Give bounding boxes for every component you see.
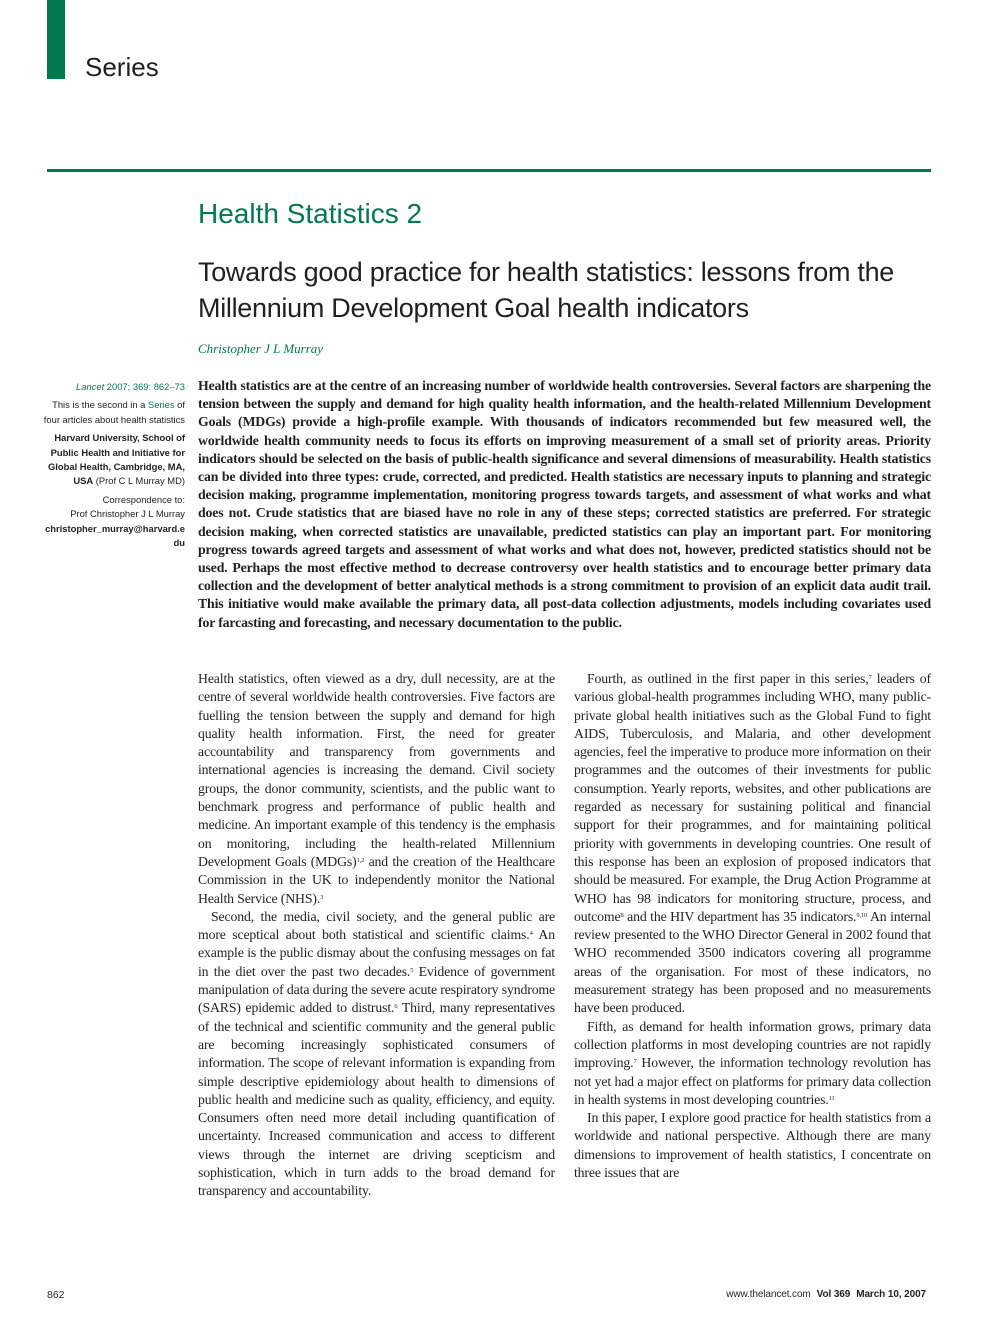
text-run: Health statistics, often viewed as a dry, dull necessity, are at the centre of several worldwide health controversies. Five factors are fuelling the tension between the supply and demand for high quality health information. First, the need for greater accountability and transparency from governments and international agencies is increasing the demand. Civil society groups, the donor community, scientists, and the public want to benchmark progress and performance of public health and medicine. An important example of this tendency is the emphasis on monitoring, including the health-related Millennium Development Goals (MDGs) xyxy=(198,671,555,869)
reference-superscript[interactable]: 9,10 xyxy=(856,911,868,919)
issue-date: March 10, 2007 xyxy=(856,1289,926,1300)
reference-superscript[interactable]: 8 xyxy=(620,911,624,919)
text-run: and the creation of the Healthcare Commission in the UK to independently monitor the National Health Service (NHS). xyxy=(198,853,555,906)
journal-volume: Vol 369 xyxy=(816,1289,851,1300)
article-author: Christopher J L Murray xyxy=(198,341,324,356)
correspondence-label: Correspondence to: xyxy=(102,493,185,505)
body-paragraph: In this paper, I explore good practice for health statistics from a worldwide and national perspective. Although there are many dimensions to improvement of health statistics, I concentrate on three issues that are xyxy=(574,1110,931,1181)
header-rule xyxy=(47,169,931,172)
citation-details: 2007; 369: 862–73 xyxy=(104,381,185,392)
series-link[interactable]: Series xyxy=(147,399,175,411)
text-run: An internal review presented to the WHO Director General in 2002 found that WHO recommended 3500 indicators covering all programme areas of the organisation. For most of these indicators, no measurement strategy has been proposed and no measurements have been produced. xyxy=(574,908,932,1016)
text-run: Fifth, as demand for health information grows, primary data collection platforms in most developing countries are not rapidly improving. xyxy=(574,1018,931,1071)
body-paragraph xyxy=(574,1018,931,1109)
text-run: However, the information technology revolution has not yet had a major effect on platforms for primary data collection in health systems in most developing countries. xyxy=(574,1055,931,1107)
body-column-right xyxy=(574,670,931,1182)
article-title: Towards good practice for health statistics: lessons from the Millennium Development Goal health indicators xyxy=(198,257,895,323)
series-note-pre: This is the second in a xyxy=(52,399,148,411)
journal-website[interactable]: www.thelancet.com xyxy=(726,1289,811,1300)
text-run: and the HIV department has 35 indicators. xyxy=(623,908,857,924)
text-run: Second, the media, civil society, and the general public are more sceptical about both statistical and scientific claims. xyxy=(198,908,555,943)
page-number: 862 xyxy=(47,1289,65,1301)
article-kicker: Health Statistics 2 xyxy=(198,198,423,229)
body-column-left xyxy=(198,670,555,1201)
series-color-bar xyxy=(47,0,65,79)
reference-superscript[interactable]: 11 xyxy=(828,1094,835,1102)
affiliation-person: (Prof C L Murray MD) xyxy=(93,475,185,487)
correspondence-name: Prof Christopher J L Murray xyxy=(70,508,185,520)
reference-superscript[interactable]: 7 xyxy=(633,1058,637,1066)
reference-superscript[interactable]: 4 xyxy=(529,930,533,938)
text-run: leaders of various global-health programmes including WHO, many public-private global health initiatives such as the Global Fund to fight AIDS, Tuberculosis, and Malaria, and other development agencies, feel the imperative to produce more information on their programmes and the outcomes of their investments for public consumption. Yearly reports, websites, and other publications are regarded as necessary for sustaining political and financial support for their programmes, and for maintaining political priority with governments in developing countries. One result of this response has been an explosion of proposed indicators that should be measured. For example, the Drug Action Programme at WHO has 98 indicators for monitoring structure, process, and outcome xyxy=(574,671,931,924)
footer-journal-info xyxy=(726,1289,926,1300)
series-note-post: of four articles about health statistics xyxy=(43,399,185,425)
text-run: An example is the public dismay about the confusing messages on fat in the diet over the past two decades. xyxy=(198,927,555,979)
reference-superscript[interactable]: 1,2 xyxy=(356,856,365,864)
reference-superscript[interactable]: 3 xyxy=(320,893,324,901)
body-paragraph xyxy=(574,670,931,1018)
correspondence-name-row xyxy=(40,507,185,521)
reference-superscript[interactable]: 5 xyxy=(410,966,414,974)
affiliation-institution: Harvard University, School of Public Health and Initiative for Global Health, Cambridge, MA, USA xyxy=(48,432,185,487)
body-paragraph xyxy=(198,908,555,1201)
citation-journal: Lancet xyxy=(76,381,105,392)
correspondence-email-row xyxy=(40,522,185,551)
series-note xyxy=(40,398,185,427)
correspondence xyxy=(40,493,185,507)
sidebar-notes xyxy=(40,380,185,550)
abstract: Health statistics are at the centre of an increasing number of worldwide health controversies. Several factors are sharpening the tension between the supply and demand for high quality health information, and the health-related Millennium Development Goals (MDGs) provide a high-profile example. With thousands of indicators recommended but few measured well, the worldwide health community needs to focus its efforts on improving measurement of a small set of priority areas. Priority indicators should be selected on the basis of public-health significance and several dimensions of measurability. Health statistics can be divided into three types: crude, corrected, and predicted. Health statistics are necessary inputs to planning and strategic decision making, programme implementation, monitoring progress towards targets, and assessment of what works and what does not. Crude statistics that are biased have no role in any of these steps; corrected statistics are preferred. For strategic decision making, when corrected statistics are unavailable, predicted statistics can play an important part. For monitoring progress towards agreed targets and assessment of what works and what does not, however, predicted statistics should not be used. Perhaps the most effective method to decrease controversy over health statistics and to encourage better primary data collection and the development of better analytical methods is a strong commitment to provision of an explicit data audit trail. This initiative would make available the primary data, all post-data collection adjustments, models including covariates used for farcasting and forecasting, and necessary documentation to the public. xyxy=(198,378,931,630)
text-run: Third, many representatives of the technical and scientific community and the general public are becoming increasingly sophisticated consumers of information. The scope of relevant information is expanding from simple descriptive epidemiology about health to dimensions of public health and medicine such as quality, efficiency, and equity. Consumers often need more detail including quantification of uncertainty. Increased communication and access to different views through the internet are driving scepticism and sophistication, which in turn adds to the broad demand for transparency and accountability. xyxy=(198,1000,556,1199)
series-label: Series xyxy=(85,52,159,82)
body-paragraph xyxy=(198,670,555,908)
correspondence-email[interactable]: christopher_murray@harvard.edu xyxy=(45,522,185,549)
text-run: Fourth, as outlined in the first paper in this series, xyxy=(587,671,869,686)
reference-superscript[interactable]: 6 xyxy=(394,1003,398,1011)
affiliation xyxy=(40,431,185,489)
text-run: Evidence of government manipulation of data during the severe acute respiratory syndrome (SARS) epidemic added to distrust. xyxy=(198,963,556,1016)
citation xyxy=(40,380,185,394)
reference-superscript[interactable]: 7 xyxy=(868,674,872,681)
